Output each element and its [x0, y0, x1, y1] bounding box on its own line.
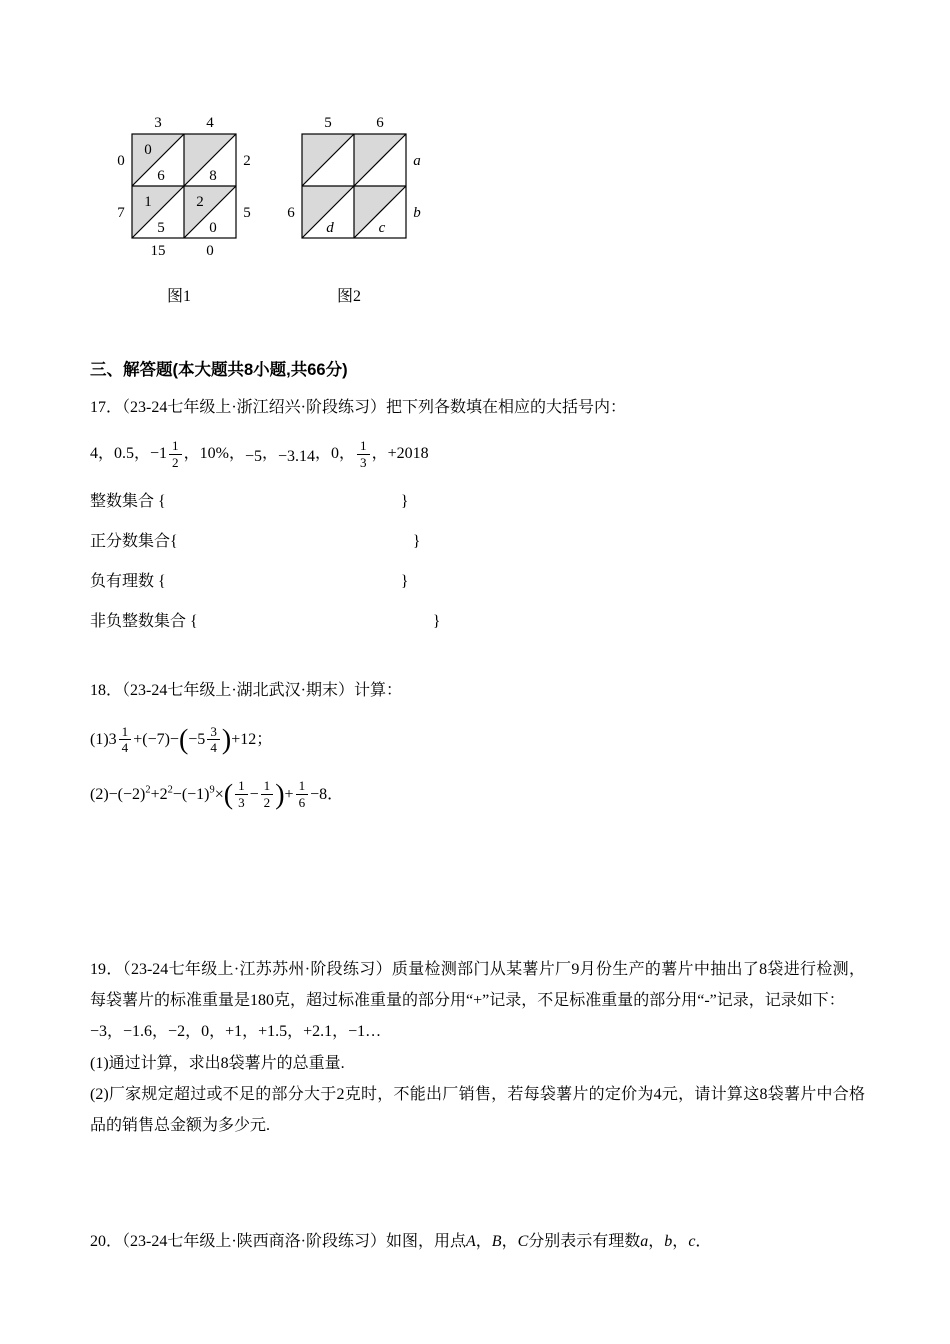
- q17-set-negative-rationals: [90, 568, 865, 591]
- q18-stem: 18．（23-24七年级上·湖北武汉·期末）计算：: [90, 681, 402, 699]
- figure-1: [96, 112, 262, 306]
- figure-1-graphic: [96, 112, 262, 262]
- figure-2-caption: 图2: [336, 288, 361, 305]
- q20-stem: 20．（23-24七年级上·陕西商洛·阶段练习）如图，用点A，B，C分别表示有理数a，b，c．: [90, 1232, 712, 1250]
- q17-stem: 17．（23-24七年级上·浙江绍兴·阶段练习）把下列各数填在相应的大括号内：: [90, 399, 626, 416]
- q18-block: [90, 677, 865, 814]
- q17-set-integers: [90, 488, 865, 511]
- figure-2: [266, 112, 432, 306]
- svg-text:b: b: [413, 205, 421, 221]
- figure-1-caption: 图1: [166, 288, 191, 305]
- q19-block: [90, 954, 865, 1142]
- q17-set-nonnegative-integers: [90, 608, 865, 631]
- q17-set-positive-fractions: [90, 528, 865, 551]
- close-brace: }: [400, 492, 409, 510]
- svg-text:5: 5: [243, 205, 251, 221]
- svg-text:6: 6: [157, 168, 165, 184]
- svg-text:a: a: [413, 153, 421, 169]
- svg-text:8: 8: [209, 168, 217, 184]
- close-brace: }: [432, 612, 441, 630]
- q17-numbers-line: 4，0.5，−1 $\frac{1}{2}$ ，10%，−5，−3.14，0， $\frac{1}{3}$ ，+2018: [90, 437, 429, 470]
- svg-text:0: 0: [117, 153, 125, 169]
- figure-2-graphic: [266, 112, 432, 262]
- q17-set-integers-label: 整数集合: [90, 492, 159, 510]
- svg-text:6: 6: [376, 115, 384, 131]
- svg-text:2: 2: [196, 194, 204, 210]
- svg-text:0: 0: [209, 220, 217, 236]
- section-heading: 三、解答题(本大题共8小题,共66分): [90, 361, 348, 379]
- svg-text:3: 3: [154, 115, 162, 131]
- q18-part2-expression: $(2)-(-2)^2+2^2-(-1)^9\times$( $\frac{1}{3}$ − $\frac{1}{2}$ )+ $\frac{1}{6}$ −8．: [90, 778, 344, 811]
- svg-text:4: 4: [206, 115, 214, 131]
- svg-text:6: 6: [287, 205, 295, 221]
- svg-text:0: 0: [206, 243, 214, 259]
- svg-text:c: c: [378, 220, 386, 236]
- close-brace: }: [412, 532, 421, 550]
- q19-part1: (1)通过计算，求出8袋薯片的总重量.: [90, 1054, 345, 1072]
- open-brace: {: [158, 572, 166, 590]
- q19-stem: 19．（23-24七年级上·江苏苏州·阶段练习）质量检测部门从某薯片厂9月份生产的薯片中抽出了8袋进行检测，每袋薯片的标准重量是180克，超过标准重量的部分用“+”记录，不足标准重量的部分用“-”记录，记录如下：: [90, 960, 865, 1009]
- q17-set-negative-rationals-label: 负有理数: [90, 572, 159, 590]
- close-brace: }: [400, 572, 409, 590]
- svg-text:15: 15: [150, 243, 166, 259]
- svg-text:5: 5: [157, 220, 165, 236]
- open-brace: {: [190, 612, 198, 630]
- svg-text:2: 2: [243, 153, 251, 169]
- q18-part1-expression: (1)3 $\frac{1}{4}$ +(−7)−(−5 $\frac{3}{4}$ )+12；: [90, 723, 273, 756]
- q17-set-nonnegative-integers-label: 非负整数集合: [90, 612, 191, 630]
- figures-row: [96, 112, 865, 306]
- svg-text:1: 1: [144, 194, 152, 210]
- svg-text:d: d: [326, 220, 334, 236]
- svg-text:7: 7: [117, 205, 125, 221]
- q19-part2: (2)厂家规定超过或不足的部分大于2克时，不能出厂销售，若每袋薯片的定价为4元，请计算这8袋薯片中合格品的销售总金额为多少元.: [90, 1086, 865, 1135]
- open-brace: {: [170, 532, 178, 550]
- q17-set-positive-fractions-label: 正分数集合: [90, 532, 171, 550]
- svg-text:0: 0: [144, 142, 152, 158]
- q19-records: −3，−1.6，−2，0，+1，+1.5，+2.1，−1…: [90, 1022, 382, 1040]
- open-brace: {: [158, 492, 166, 510]
- svg-text:5: 5: [324, 115, 332, 131]
